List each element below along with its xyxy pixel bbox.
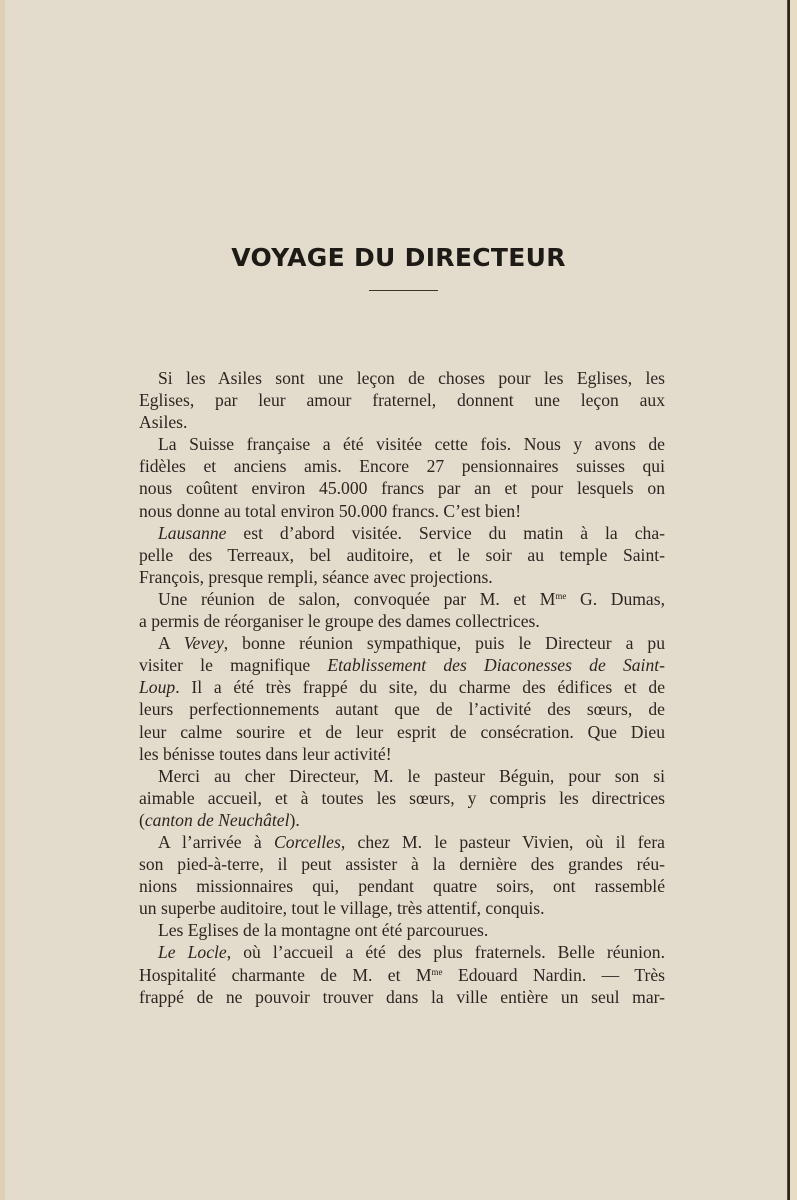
text-run: a permis de réorganiser le groupe des dames collectrices.: [139, 611, 540, 632]
text-line: [139, 875, 665, 897]
text-run: fidèles et anciens amis. Encore 27 pensionnaires suisses qui: [139, 456, 665, 477]
italic-text: Le Locle: [158, 942, 227, 963]
paragraph: [139, 522, 665, 588]
text-line: [139, 964, 665, 986]
text-line: [139, 698, 665, 720]
text-run: François, presque rempli, séance avec projections.: [139, 566, 493, 587]
text-line: [139, 433, 665, 455]
text-line: [139, 455, 665, 477]
text-line: [139, 743, 665, 765]
text-run: , bonne réunion sympathique, puis le Directeur a pu: [223, 633, 665, 654]
text-run: . Il a été très frappé du site, du charme des édifices et de: [175, 677, 665, 698]
text-line: [139, 654, 665, 676]
text-line: [139, 676, 665, 698]
text-run: Eglises, par leur amour fraternel, donnent une leçon aux: [139, 390, 665, 411]
text-line: [139, 411, 665, 433]
text-run: leur calme sourire et de leur esprit de consécration. Que Dieu: [139, 721, 665, 742]
article-body: [139, 367, 665, 1008]
text-run: La Suisse française a été visitée cette fois. Nous y avons de: [158, 434, 665, 455]
paragraph: [139, 941, 665, 1007]
paragraph: [139, 433, 665, 521]
text-run: Hospitalité charmante de M. et M: [139, 964, 432, 985]
text-line: [139, 919, 665, 941]
text-line: [139, 787, 665, 809]
text-line: [139, 986, 665, 1008]
text-run: Si les Asiles sont une leçon de choses pour les Eglises, les: [158, 368, 665, 388]
paragraph: [139, 632, 665, 765]
page-title: VOYAGE DU DIRECTEUR: [231, 242, 566, 272]
paragraph: [139, 919, 665, 941]
text-run: A: [158, 633, 184, 654]
paragraph: [139, 588, 665, 632]
italic-text: Lausanne: [158, 522, 227, 543]
text-line: [139, 831, 665, 853]
superscript: me: [431, 966, 443, 977]
text-line: [139, 765, 665, 787]
text-line: [139, 522, 665, 544]
text-run: Merci au cher Directeur, M. le pasteur Béguin, pour son si: [158, 765, 665, 786]
text-line: [139, 389, 665, 411]
superscript: me: [555, 590, 567, 601]
text-run: frappé de ne pouvoir trouver dans la ville entière un seul mar-: [139, 986, 665, 1007]
text-run: G. Dumas,: [566, 588, 665, 609]
text-run: son pied-à-terre, il peut assister à la dernière des grandes réu-: [139, 854, 665, 875]
text-line: [139, 632, 665, 654]
text-line: [139, 588, 665, 610]
page-right-edge: [790, 0, 797, 1200]
italic-text: Corcelles: [274, 831, 341, 852]
text-run: aimable accueil, et à toutes les sœurs, y compris les directrices: [139, 787, 665, 808]
text-line: [139, 853, 665, 875]
text-line: [139, 721, 665, 743]
text-line: [139, 500, 665, 522]
text-line: [139, 544, 665, 566]
text-run: Une réunion de salon, convoquée par M. et M: [158, 588, 556, 609]
text-line: [139, 477, 665, 499]
title-divider: [369, 290, 438, 291]
text-run: un superbe auditoire, tout le village, très attentif, conquis.: [139, 898, 545, 919]
paragraph: [139, 367, 665, 433]
page-left-edge: [0, 0, 5, 1200]
text-line: [139, 367, 665, 389]
text-run: les bénisse toutes dans leur activité!: [139, 743, 392, 764]
text-line: [139, 610, 665, 632]
text-line: [139, 897, 665, 919]
text-run: Asiles.: [139, 412, 188, 433]
paragraph: [139, 765, 665, 831]
text-run: Edouard Nardin. — Très: [442, 964, 665, 985]
text-line: [139, 809, 665, 831]
text-run: pelle des Terreaux, bel auditoire, et le soir au temple Saint-: [139, 544, 665, 565]
text-run: ).: [289, 809, 300, 830]
italic-text: Loup: [139, 677, 176, 698]
italic-text: Vevey: [183, 633, 224, 654]
italic-text: canton de Neuchâtel: [144, 809, 290, 830]
text-run: nous coûtent environ 45.000 francs par an et pour lesquels on: [139, 478, 665, 499]
text-run: A l’arrivée à: [158, 831, 275, 852]
text-run: Les Eglises de la montagne ont été parcourues.: [158, 920, 489, 941]
text-run: , où l’accueil a été des plus fraternels. Belle réunion.: [226, 942, 665, 963]
italic-text: Etablissement des Diaconesses de Saint-: [327, 655, 665, 676]
text-run: , chez M. le pasteur Vivien, où il fera: [340, 831, 665, 852]
text-run: est d’abord visitée. Service du matin à la cha-: [226, 522, 665, 543]
text-line: [139, 566, 665, 588]
text-run: (: [139, 809, 145, 830]
text-run: nous donne au total environ 50.000 francs. C’est bien!: [139, 500, 522, 521]
text-run: visiter le magnifique: [139, 655, 328, 676]
text-line: [139, 941, 665, 963]
text-run: nions missionnaires qui, pendant quatre soirs, ont rassemblé: [139, 876, 665, 897]
paragraph: [139, 831, 665, 919]
text-run: leurs perfectionnements autant que de l’activité des sœurs, de: [139, 699, 665, 720]
